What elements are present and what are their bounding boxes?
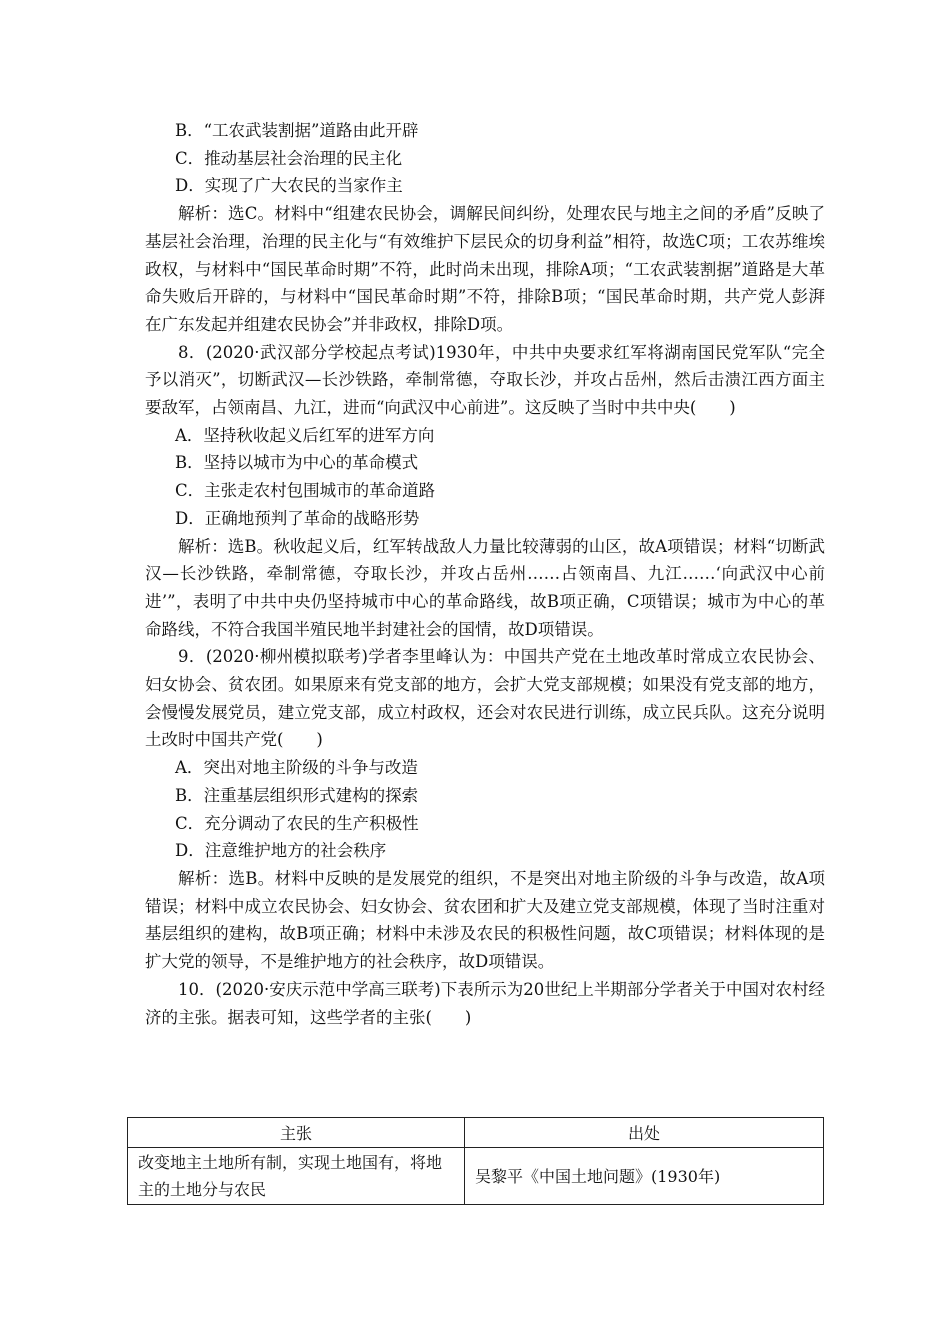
table-cell-source: 吴黎平《中国土地问题》(1930年) <box>465 1148 824 1205</box>
q8-option-c: C．主张走农村包围城市的革命道路 <box>175 481 436 501</box>
q8-stem: 8．(2020·武汉部分学校起点考试)1930年，中共中央要求红军将湖南国民党军队“完全予以消灭”，切断武汉—长沙铁路，牵制常德，夺取长沙，并攻占岳州，然后击溃江西方面主要敌军，占领南昌、九江，进而“向武汉中心前进”。这反映了当时中共中央( ) <box>145 342 825 418</box>
table-cell-claim: 改变地主土地所有制，实现土地国有，将地主的土地分与农民 <box>128 1148 465 1205</box>
q9-option-a: A．突出对地主阶级的斗争与改造 <box>175 758 418 778</box>
table-header-claim: 主张 <box>128 1118 465 1148</box>
q9-stem: 9．(2020·柳州模拟联考)学者李里峰认为：中国共产党在土地改革时常成立农民协会、妇女协会、贫农团。如果原来有党支部的地方，会扩大党支部规模；如果没有党支部的地方，会慢慢发展党员，建立党支部，成立村政权，还会对农民进行训练，成立民兵队。这充分说明土改时中国共产党( ) <box>145 647 825 750</box>
q10-stem: 10．(2020·安庆示范中学高三联考)下表所示为20世纪上半期部分学者关于中国对农村经济的主张。据表可知，这些学者的主张( ) <box>145 979 825 1027</box>
q8-analysis: 解析：选B。秋收起义后，红军转战敌人力量比较薄弱的山区，故A项错误；材料“切断武汉—长沙铁路，牵制常德，夺取长沙，并攻占岳州……占领南昌、九江……‘向武汉中心前进’”，表明了中共中央仍坚持城市中心的革命路线，故B项正确，C项错误；城市为中心的革命路线，不符合我国半殖民地半封建社会的国情，故D项错误。 <box>145 536 825 639</box>
q7-option-d: D．实现了广大农民的当家作主 <box>175 176 403 196</box>
q7-analysis: 解析：选C。材料中“组建农民协会，调解民间纠纷，处理农民与地主之间的矛盾”反映了基层社会治理，治理的民主化与“有效维护下层民众的切身利益”相符，故选C项；工农苏维埃政权，与材料中“国民革命时期”不符，此时尚未出现，排除A项；“工农武装割据”道路是大革命失败后开辟的，与材料中“国民革命时期”不符，排除B项；“国民革命时期，共产党人彭湃在广东发起并组建农民协会”并非政权，排除D项。 <box>145 204 825 334</box>
table-row <box>128 1148 824 1205</box>
q8-option-a: A．坚持秋收起义后红军的进军方向 <box>175 425 435 445</box>
q9-analysis: 解析：选B。材料中反映的是发展党的组织，不是突出对地主阶级的斗争与改造，故A项错误；材料中成立农民协会、妇女协会、贫农团和扩大及建立党支部规模，体现了当时注重对基层组织的建构，故B项正确；材料中未涉及农民的积极性问题，故C项错误；材料体现的是扩大党的领导，不是维护地方的社会秩序，故D项错误。 <box>145 868 825 972</box>
table-header-source: 出处 <box>465 1118 824 1148</box>
q8-option-b: B．坚持以城市为中心的革命模式 <box>175 453 419 473</box>
q7-option-b: B．“工农武装割据”道路由此开辟 <box>175 121 419 140</box>
q8-option-d: D．正确地预判了革命的战略形势 <box>175 508 420 528</box>
q9-option-c: C．充分调动了农民的生产积极性 <box>175 813 419 833</box>
scholar-table <box>127 1117 824 1205</box>
q7-option-c: C．推动基层社会治理的民主化 <box>175 148 403 168</box>
document-body <box>145 117 825 1031</box>
table-header-row <box>128 1118 824 1148</box>
q9-option-b: B．注重基层组织形式建构的探索 <box>175 785 419 805</box>
q9-option-d: D．注意维护地方的社会秩序 <box>175 841 387 861</box>
